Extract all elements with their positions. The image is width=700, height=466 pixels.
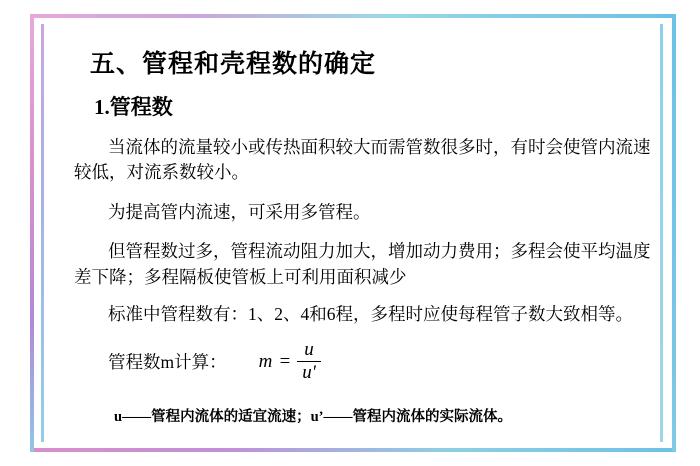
formula-denominator: u' [302,362,316,384]
page-title: 五、管程和壳程数的确定 [90,51,377,78]
formula-lhs: m [258,350,273,372]
decorative-border-top [30,14,676,18]
body-paragraph-3: 但管程数过多，管程流动阻力加大，增加动力费用；多程会使平均温度差下降；多程隔板使管板上可利用面积减少 [74,241,651,287]
decorative-border-left-inner [41,24,44,442]
body-paragraph-4: 标准中管程数有：1、2、4和6程，多程时应使每程管子数大致相等。 [108,303,633,324]
decorative-border-left-outer [30,14,34,452]
footnote-text: u——管程内流体的适宜流速；u’——管程内流体的实际流体。 [114,409,512,426]
formula-label: 管程数m计算： [108,352,227,373]
formula-equals: = [278,350,292,372]
slide-content [52,34,652,434]
body-paragraph-1: 当流体的流量较小或传热面积较大而需管数很多时，有时会使管内流速较低，对流系数较小。 [74,137,651,183]
formula-numerator: u [304,339,314,361]
section-subtitle: 1.管程数 [94,95,173,119]
formula-expression [259,340,321,383]
decorative-border-right-outer [672,14,676,452]
formula-row [74,340,652,383]
body-paragraph-2: 为提高管内流速，可采用多管程。 [108,201,371,222]
decorative-border-bottom [30,448,676,452]
decorative-border-right-inner [660,24,663,442]
formula-fraction [297,340,321,383]
